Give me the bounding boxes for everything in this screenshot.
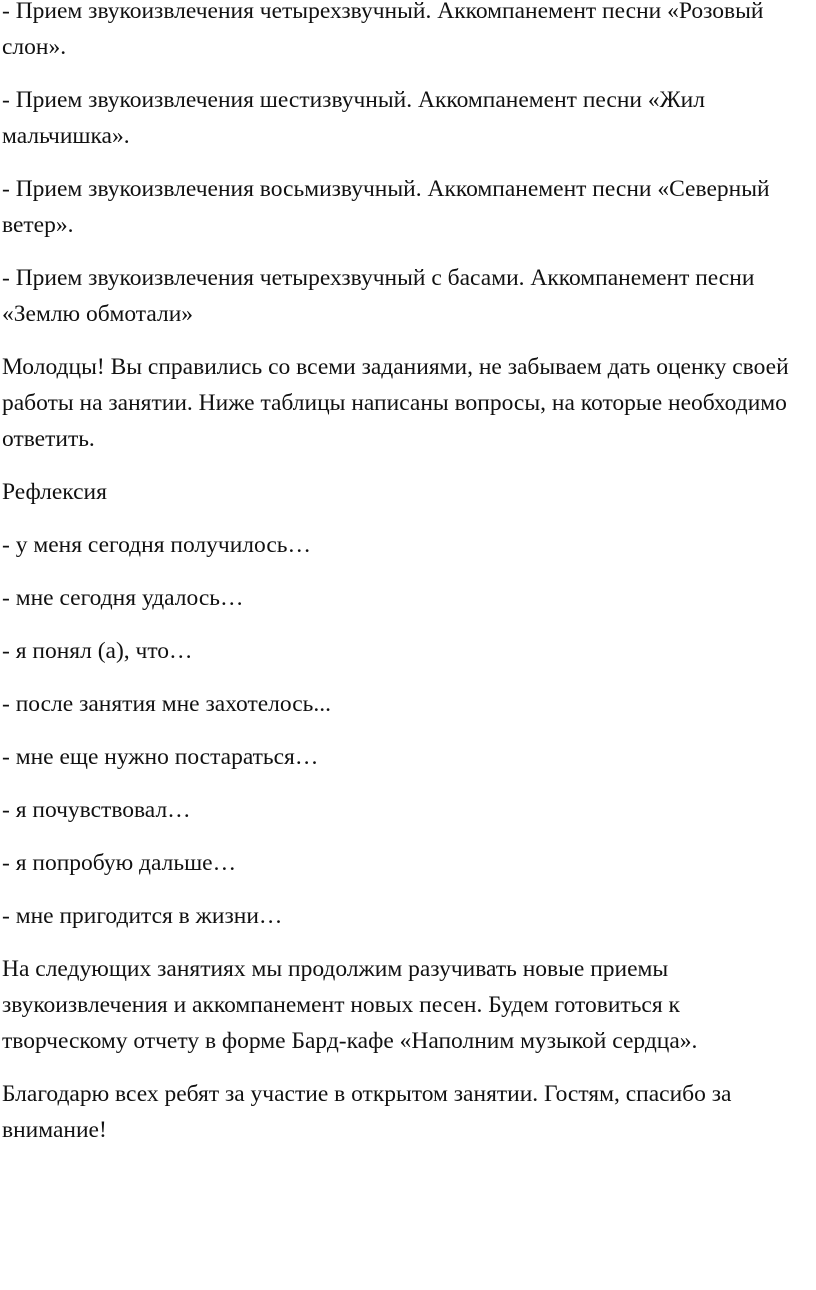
praise-paragraph: Молодцы! Вы справились со всеми заданиями, не забываем дать оценку своей работы на занятии. Ниже таблицы написаны вопросы, на которые необходимо ответить. bbox=[2, 354, 789, 452]
reflection-item: - после занятия мне захотелось... bbox=[2, 691, 331, 717]
reflection-item: - я почувствовал… bbox=[2, 797, 191, 823]
accompaniment-item: - Прием звукоизвлечения восьмизвучный. Аккомпанемент песни «Северный ветер». bbox=[2, 176, 770, 238]
reflection-item: - у меня сегодня получилось… bbox=[2, 532, 311, 558]
reflection-item: - я понял (а), что… bbox=[2, 638, 193, 664]
reflection-item: - мне пригодится в жизни… bbox=[2, 903, 283, 929]
reflection-item: - мне сегодня удалось… bbox=[2, 585, 244, 611]
accompaniment-item: - Прием звукоизвлечения четырехзвучный с басами. Аккомпанемент песни «Землю обмотали» bbox=[2, 265, 755, 327]
accompaniment-item: - Прием звукоизвлечения шестизвучный. Аккомпанемент песни «Жил мальчишка». bbox=[2, 87, 705, 149]
reflection-item: - я попробую дальше… bbox=[2, 850, 237, 876]
next-lessons-paragraph: На следующих занятиях мы продолжим разучивать новые приемы звукоизвлечения и аккомпанемент новых песен. Будем готовиться к творческому отчету в форме Бард-кафе «Наполним музыкой сердца». bbox=[2, 956, 698, 1054]
accompaniment-item: - Прием звукоизвлечения четырехзвучный. Аккомпанемент песни «Розовый слон». bbox=[2, 0, 764, 60]
thanks-paragraph: Благодарю всех ребят за участие в открытом занятии. Гостям, спасибо за внимание! bbox=[2, 1081, 732, 1143]
reflection-heading: Рефлексия bbox=[2, 479, 107, 505]
reflection-item: - мне еще нужно постараться… bbox=[2, 744, 319, 770]
